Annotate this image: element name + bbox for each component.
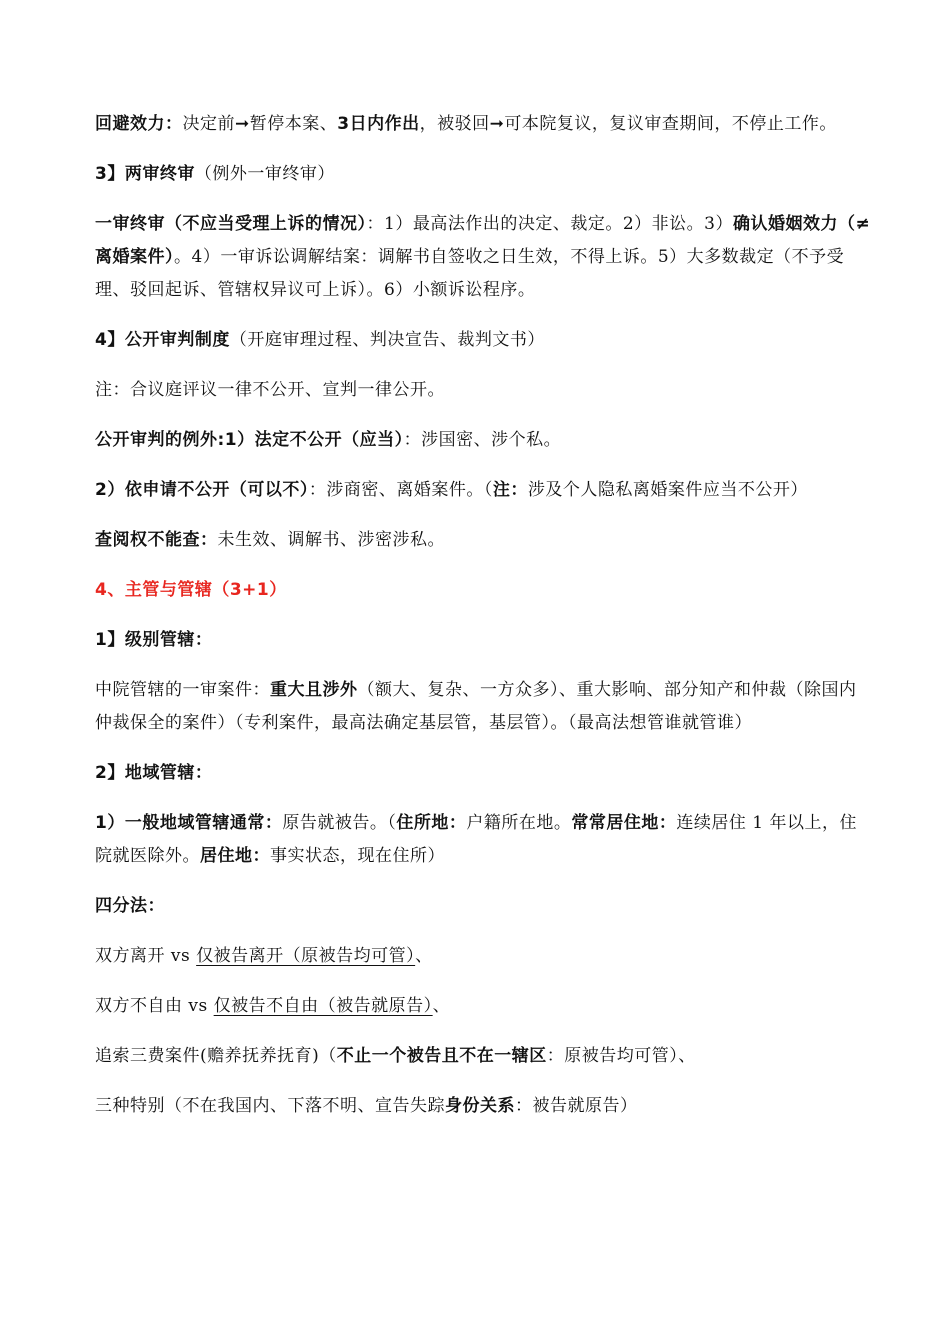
heading-level-jurisdiction bbox=[95, 624, 873, 657]
bold-term: 住所地： bbox=[396, 813, 467, 833]
list-item-three-special bbox=[95, 1090, 873, 1123]
text: 中院管辖的一审案件： bbox=[95, 680, 270, 700]
heading-number: 3】 bbox=[95, 164, 125, 184]
heading-title: 四分法： bbox=[95, 896, 165, 916]
heading-territorial-jurisdiction bbox=[95, 757, 873, 790]
bold-term: 一审终审（不应当受理上诉的情况） bbox=[95, 214, 367, 234]
text: 决定前➞暂停本案、 bbox=[182, 114, 338, 134]
paragraph-access-right bbox=[95, 524, 873, 557]
paragraph-general-territorial bbox=[95, 807, 873, 873]
text: 、 bbox=[432, 996, 451, 1016]
text: 、 bbox=[415, 946, 433, 966]
bold-term: 1）一般地域管辖通常： bbox=[95, 813, 283, 833]
paragraph-note bbox=[95, 374, 873, 407]
text: ：原被告均可管）、 bbox=[546, 1046, 696, 1066]
heading-title: 1】级别管辖： bbox=[95, 630, 213, 650]
text: 事实状态，现在住所） bbox=[270, 846, 445, 866]
heading-four-methods bbox=[95, 890, 873, 923]
bold-term: 回避效力： bbox=[95, 114, 183, 134]
text: 连续居住 1 年以上，住院就医除外。 bbox=[95, 813, 857, 866]
heading-title: 2】地域管辖： bbox=[95, 763, 213, 783]
text: 涉及个人隐私离婚案件应当不公开） bbox=[527, 480, 808, 500]
text: 双方不自由 vs bbox=[95, 996, 214, 1016]
heading-number: 4】 bbox=[95, 330, 125, 350]
text: ：涉国密、涉个私。 bbox=[403, 430, 562, 450]
paragraph-public-trial-exception bbox=[95, 424, 873, 457]
text: 双方离开 vs bbox=[95, 946, 197, 966]
bold-term: 居住地： bbox=[200, 846, 270, 866]
heading-two-instance bbox=[95, 158, 873, 191]
text: 。4）一审诉讼调解结案：调解书自签收之日生效，不得上诉。5）大多数裁定（不予受理、驳回起诉、管辖权异议可上诉）。6）小额诉讼程序。 bbox=[95, 247, 845, 300]
text: 追索三费案件(赡养抚养抚育)（ bbox=[95, 1046, 337, 1066]
text: 未生效、调解书、涉密涉私。 bbox=[217, 530, 445, 550]
bold-term: 注： bbox=[492, 480, 528, 500]
list-item-three-fees bbox=[95, 1040, 873, 1073]
bold-term: 3日内作出 bbox=[337, 114, 420, 134]
text: 三种特别（不在我国内、下落不明、宣告失踪 bbox=[95, 1096, 445, 1116]
paragraph-first-instance-final bbox=[95, 208, 873, 307]
underlined-text: 仅被告不自由（被告就原告） bbox=[213, 996, 433, 1016]
heading-title: 公开审判制度 bbox=[124, 330, 230, 350]
bold-term: 重大且涉外 bbox=[270, 680, 358, 700]
text: （开庭审理过程、判决宣告、裁判文书） bbox=[229, 330, 545, 350]
bold-underlined-term: 确认婚姻效力（≠离婚案件） bbox=[95, 214, 871, 267]
heading-title: 两审终审 bbox=[124, 164, 195, 184]
heading-public-trial bbox=[95, 324, 873, 357]
text: （额大、复杂、一方众多）、重大影响、部分知产和仲裁（除国内仲裁保全的案件）（专利案件，最高法确定基层管，基层管）。（最高法想管谁就管谁） bbox=[95, 680, 857, 733]
text: 户籍所在地。 bbox=[466, 813, 572, 833]
section-title: 4、主管与管辖（3+1） bbox=[95, 580, 287, 600]
document-page bbox=[95, 108, 873, 1140]
underlined-text: 仅被告离开（原被告均可管） bbox=[196, 946, 416, 966]
bold-term: 公开审判的例外:1）法定不公开（应当） bbox=[95, 430, 404, 450]
list-item-both-leave bbox=[95, 940, 873, 973]
text: 原告就被告。（ bbox=[282, 813, 397, 833]
text: 注：合议庭评议一律不公开、宣判一律公开。 bbox=[95, 380, 445, 400]
text: ：涉商密、离婚案件。（ bbox=[308, 480, 493, 500]
paragraph-application-not-public bbox=[95, 474, 873, 507]
paragraph-intermediate-court bbox=[95, 674, 873, 740]
section-heading-jurisdiction bbox=[95, 574, 873, 607]
bold-term: 常常居住地： bbox=[571, 813, 677, 833]
text: ：被告就原告） bbox=[515, 1096, 638, 1116]
text: （例外一审终审） bbox=[194, 164, 335, 184]
list-item-not-free bbox=[95, 990, 873, 1023]
text: ：1）最高法作出的决定、裁定。2）非讼。3） bbox=[366, 214, 733, 234]
bold-term: 不止一个被告且不在一辖区 bbox=[336, 1046, 547, 1066]
bold-term: 2）依申请不公开（可以不） bbox=[95, 480, 309, 500]
bold-term: 身份关系 bbox=[445, 1096, 515, 1116]
paragraph-recusal-effect bbox=[95, 108, 873, 141]
bold-term: 查阅权不能查： bbox=[95, 530, 218, 550]
text: ，被驳回➞可本院复议，复议审查期间，不停止工作。 bbox=[419, 114, 837, 134]
